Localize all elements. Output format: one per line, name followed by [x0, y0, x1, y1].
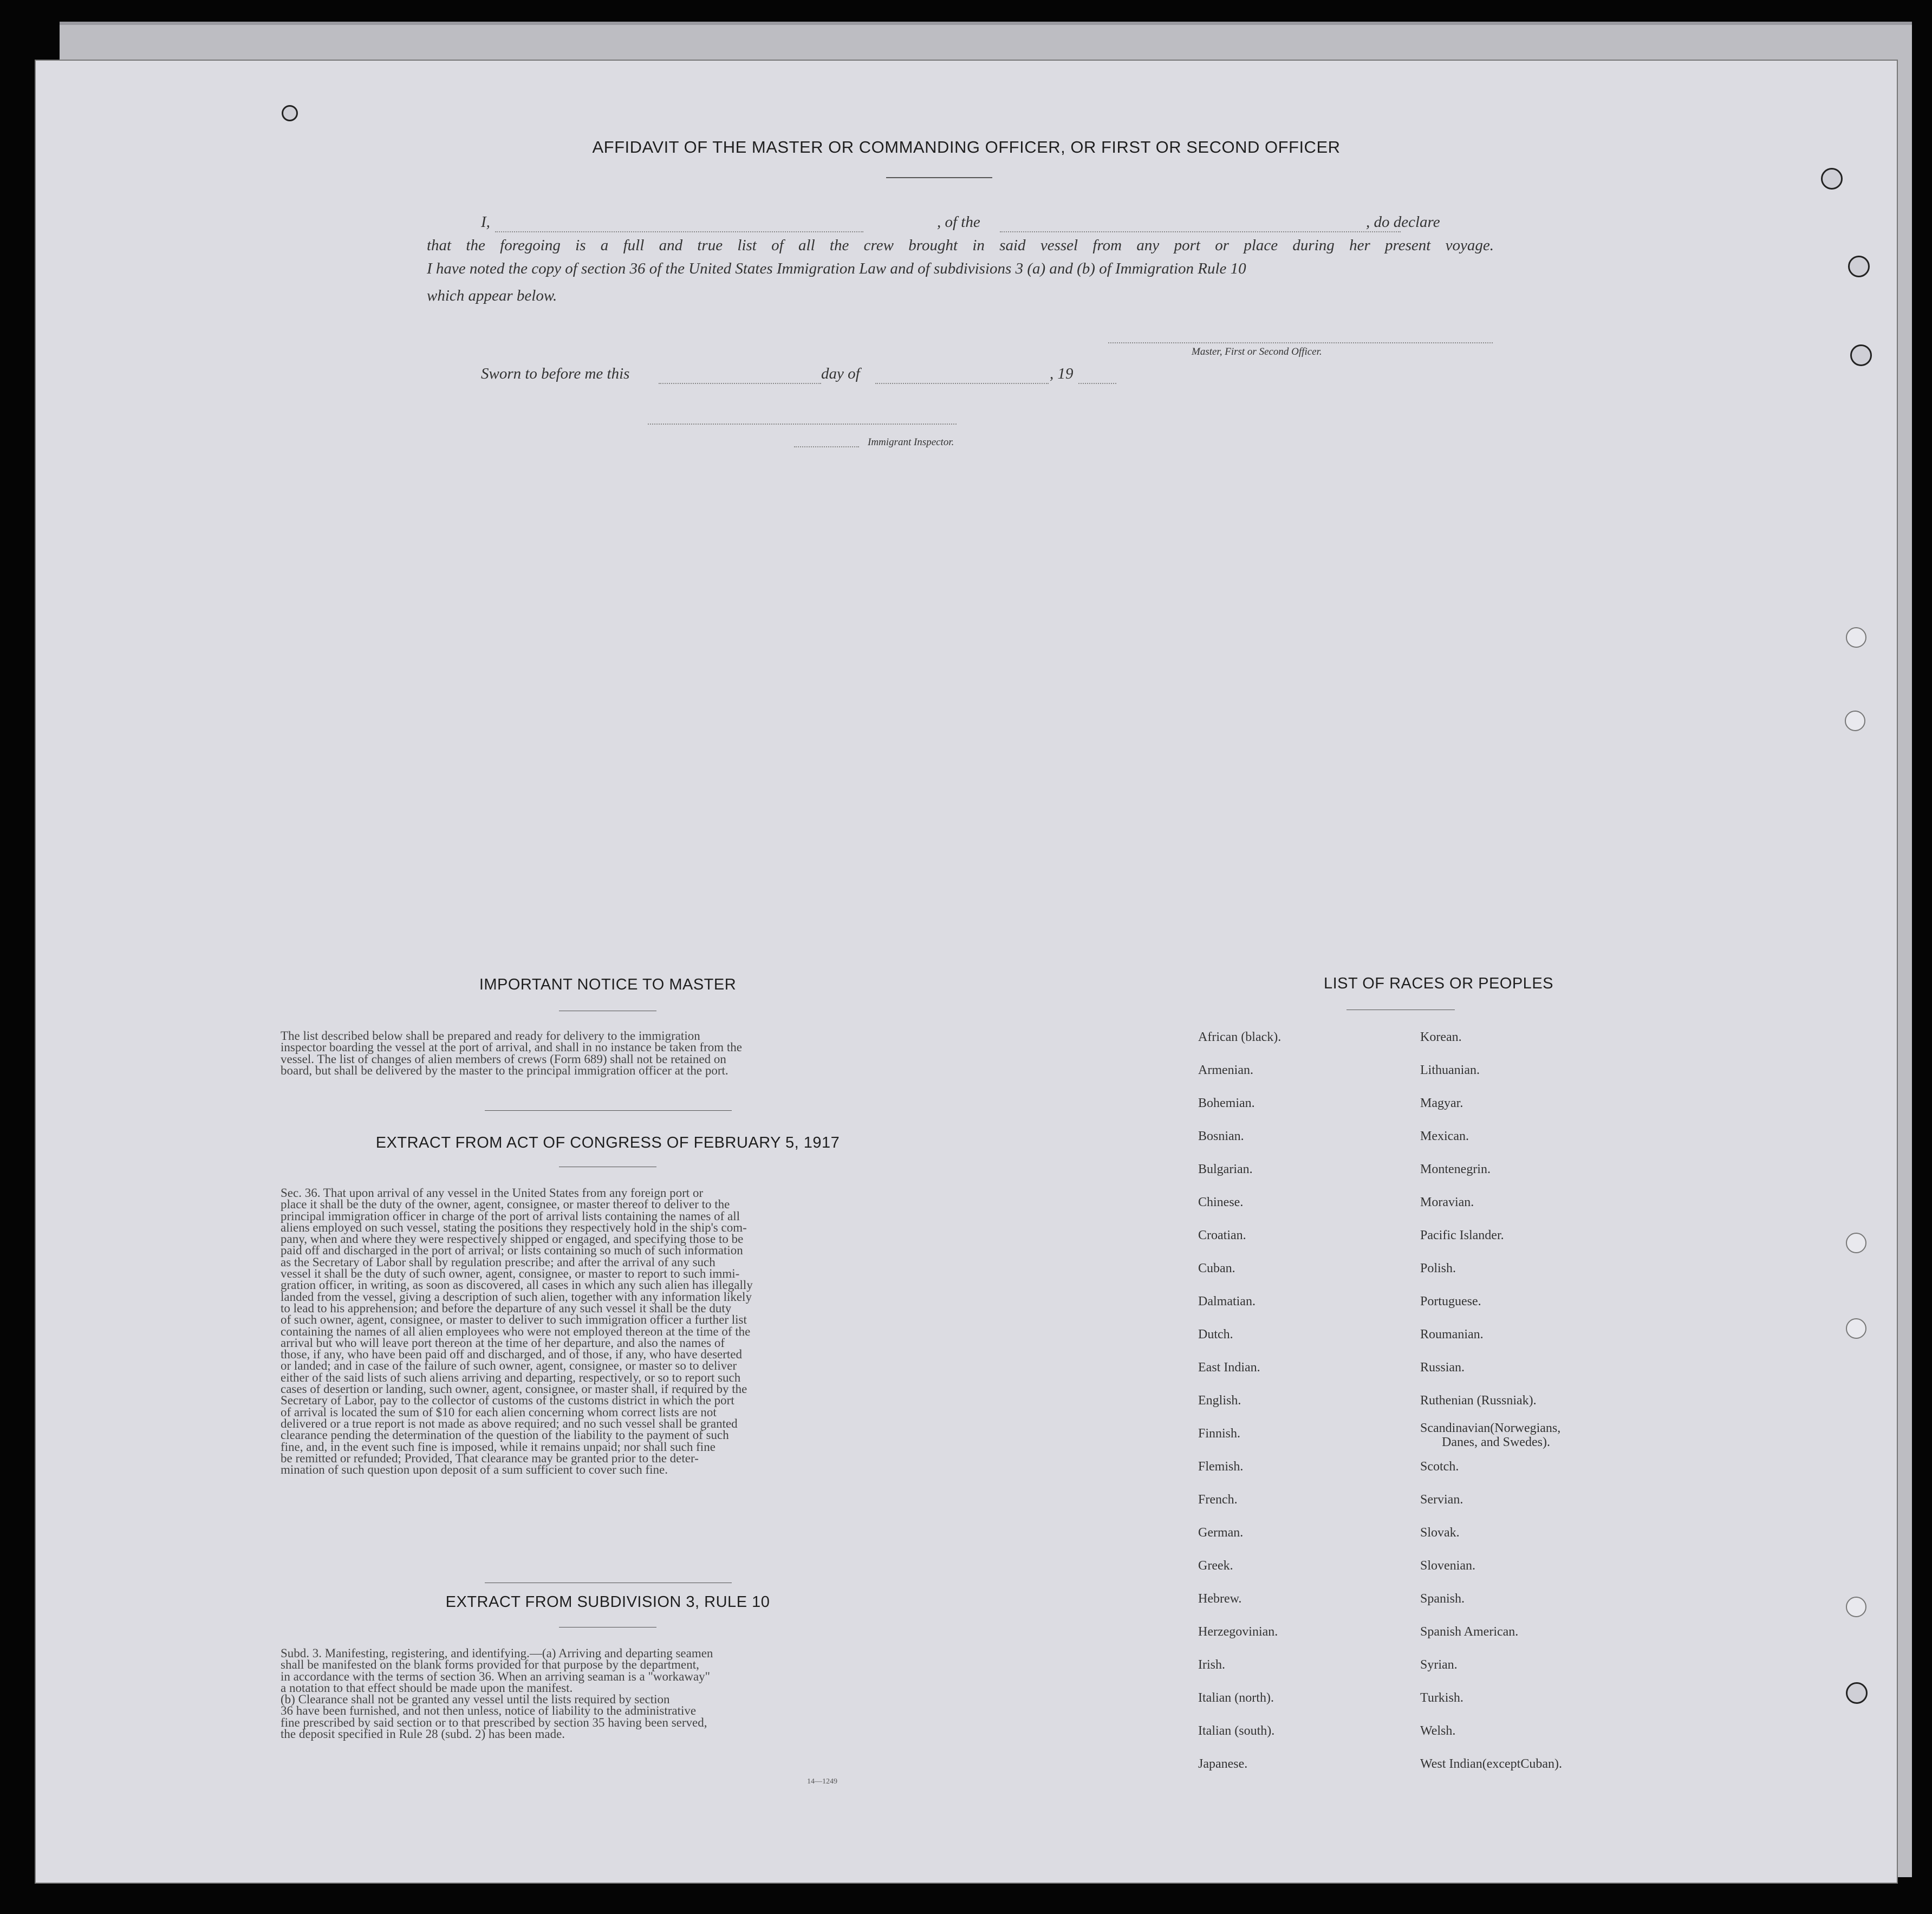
act-line: mination of such question upon deposit of a sum sufficient to cover such fine.	[281, 1463, 668, 1477]
declarant-name-field[interactable]	[495, 231, 863, 232]
race-item: Spanish.	[1420, 1592, 1465, 1606]
inspector-caption: Immigrant Inspector.	[868, 437, 954, 448]
race-item: Welsh.	[1420, 1724, 1456, 1738]
rule-extract-title: EXTRACT FROM SUBDIVISION 3, RULE 10	[445, 1593, 770, 1611]
race-item: Magyar.	[1420, 1096, 1463, 1110]
binder-hole-icon	[1845, 711, 1865, 731]
race-item: Scandinavian(Norwegians,	[1420, 1421, 1561, 1435]
race-item: Mexican.	[1420, 1129, 1469, 1143]
race-item: Finnish.	[1198, 1427, 1241, 1441]
act-line: cases of desertion or landing, such owner, agent, consignee, or master shall, if required by the	[281, 1382, 747, 1396]
year-label: , 19	[1050, 365, 1074, 382]
rule-line: a notation to that effect should be made upon the manifest.	[281, 1681, 573, 1695]
act-line: of arrival is located the sum of $10 for each alien concerning whom correct lists are not	[281, 1405, 717, 1419]
act-line: fine, and, in the event such fine is imposed, while it remains unpaid; nor shall such fine	[281, 1440, 715, 1454]
sworn-day-field[interactable]	[659, 383, 821, 384]
binder-hole-icon	[1846, 627, 1866, 648]
act-extract-title: EXTRACT FROM ACT OF CONGRESS OF FEBRUARY 5, 1917	[375, 1134, 840, 1151]
race-item: Cuban.	[1198, 1261, 1235, 1275]
rule-line: Subd. 3. Manifesting, registering, and identifying.—(a) Arriving and departing seamen	[281, 1646, 713, 1660]
act-line: those, if any, who have been paid off and discharged, and of those, if any, who have deserted	[281, 1347, 743, 1362]
act-line: principal immigration officer in charge of the port of arrival lists containing the names of all	[281, 1209, 740, 1223]
race-item: Syrian.	[1420, 1658, 1458, 1672]
rule-line: in accordance with the terms of section 36. When an arriving seaman is a "workaway"	[281, 1669, 711, 1683]
race-item: Dutch.	[1198, 1327, 1233, 1342]
race-item: Armenian.	[1198, 1063, 1253, 1077]
race-item: Dalmatian.	[1198, 1294, 1256, 1308]
race-item: Polish.	[1420, 1261, 1456, 1275]
sworn-label: Sworn to before me this	[481, 365, 630, 382]
notice-title: IMPORTANT NOTICE TO MASTER	[479, 976, 737, 993]
binder-hole-icon	[1850, 344, 1872, 366]
section-rule	[485, 1110, 732, 1111]
sworn-year-field[interactable]	[1078, 383, 1116, 384]
race-item: Slovenian.	[1420, 1559, 1475, 1573]
notice-line: inspector boarding the vessel at the port of arrival, and shall in no instance be taken from the	[281, 1040, 743, 1054]
sworn-month-field[interactable]	[875, 383, 1049, 384]
master-signature-field[interactable]	[1108, 342, 1493, 343]
race-item: Croatian.	[1198, 1228, 1246, 1242]
race-item: Japanese.	[1198, 1757, 1248, 1771]
race-item: Ruthenian (Russniak).	[1420, 1394, 1537, 1408]
binder-hole-icon	[1846, 1682, 1868, 1704]
act-line: of such owner, agent, consignee, or master to deliver to such immigration officer a further list	[281, 1313, 747, 1327]
race-item: Slovak.	[1420, 1526, 1460, 1540]
race-item: Chinese.	[1198, 1195, 1244, 1209]
declarant-label: I,	[481, 213, 490, 231]
do-declare-label: , do declare	[1366, 213, 1440, 231]
act-line: vessel it shall be the duty of such owner, agent, consignee, or master to report to such immi-	[281, 1267, 740, 1281]
act-line: landed from the vessel, giving a description of such alien, together with any information likely	[281, 1290, 752, 1304]
race-item: Russian.	[1420, 1360, 1465, 1375]
rule-line: (b) Clearance shall not be granted any vessel until the lists required by section	[281, 1692, 670, 1707]
race-item: Herzegovinian.	[1198, 1625, 1278, 1639]
race-item: Portuguese.	[1420, 1294, 1481, 1308]
race-item: Hebrew.	[1198, 1592, 1242, 1606]
races-title: LIST OF RACES OR PEOPLES	[1323, 975, 1554, 992]
race-item: African (black).	[1198, 1030, 1282, 1044]
race-item: Bulgarian.	[1198, 1162, 1253, 1176]
race-item: Greek.	[1198, 1559, 1233, 1573]
race-item: Bohemian.	[1198, 1096, 1255, 1110]
race-item: Italian (south).	[1198, 1724, 1275, 1738]
binder-hole-icon	[1821, 168, 1843, 190]
race-item: Lithuanian.	[1420, 1063, 1480, 1077]
rule-line: fine prescribed by said section or to that prescribed by section 35 having been served,	[281, 1715, 707, 1729]
act-line: as the Secretary of Labor shall by regulation prescribe; and after the arrival of any such	[281, 1255, 715, 1269]
title-rule	[886, 177, 992, 178]
rule-line: 36 have been furnished, and not then unless, notice of liability to the administrative	[281, 1704, 697, 1718]
race-item: German.	[1198, 1526, 1244, 1540]
race-item: Servian.	[1420, 1493, 1463, 1507]
notice-line: vessel. The list of changes of alien members of crews (Form 689) shall not be retained on	[281, 1052, 726, 1066]
act-extract-text	[281, 1187, 940, 1475]
of-the-label: , of the	[937, 213, 980, 231]
act-line: Secretary of Labor, pay to the collector of customs of the customs district in which the port	[281, 1394, 734, 1408]
race-item: Roumanian.	[1420, 1327, 1484, 1342]
race-item: Italian (north).	[1198, 1691, 1274, 1705]
act-line: either of the said lists of such aliens arriving and departing, respectively, or so to report such	[281, 1370, 741, 1384]
binder-hole-icon	[1846, 1233, 1866, 1253]
rule-extract-text	[281, 1648, 940, 1740]
act-line: place it shall be the duty of the owner, agent, consignee, or master thereof to deliver to the	[281, 1197, 730, 1212]
notice-text	[281, 1030, 940, 1076]
declaration-line-4: which appear below.	[427, 287, 557, 304]
act-line: clearance pending the determination of the question of the liability to the payment of such	[281, 1428, 729, 1442]
act-line: pany, when and where they were respectively shipped or engaged, and specifying those to be	[281, 1232, 744, 1246]
declaration-line-2: that the foregoing is a full and true list of all the crew brought in said vessel from any port or place during her present voyage.	[427, 237, 1494, 254]
act-line: gration officer, in writing, as soon as discovered, all cases in which any such alien has illegally	[281, 1278, 753, 1292]
race-item: West Indian(exceptCuban).	[1420, 1757, 1562, 1771]
race-item: Moravian.	[1420, 1195, 1474, 1209]
rule-line: the deposit specified in Rule 28 (subd. 2) has been made.	[281, 1727, 565, 1741]
day-of-label: day of	[821, 365, 860, 382]
act-line: Sec. 36. That upon arrival of any vessel in the United States from any foreign port or	[281, 1186, 704, 1200]
race-item: Pacific Islander.	[1420, 1228, 1504, 1242]
declaration-line-3: I have noted the copy of section 36 of the United States Immigration Law and of subdivisions 3 (a) and (b) of Immigration Rule 10	[427, 260, 1246, 277]
race-item: Spanish American.	[1420, 1625, 1519, 1639]
inspector-caption-leader	[794, 446, 859, 447]
race-item: Montenegrin.	[1420, 1162, 1491, 1176]
race-item: Irish.	[1198, 1658, 1225, 1672]
race-item: Flemish.	[1198, 1460, 1244, 1474]
binder-hole-icon	[1848, 256, 1870, 277]
race-item: Bosnian.	[1198, 1129, 1244, 1143]
notice-line: The list described below shall be prepared and ready for delivery to the immigration	[281, 1029, 700, 1043]
notice-line: board, but shall be delivered by the master to the principal immigration officer at the port.	[281, 1063, 728, 1077]
race-item: Korean.	[1420, 1030, 1462, 1044]
race-item: Scotch.	[1420, 1460, 1459, 1474]
master-signature-caption: Master, First or Second Officer.	[1192, 346, 1322, 357]
act-line: aliens employed on such vessel, stating the positions they respectively hold in the ship's com-	[281, 1220, 747, 1234]
form-page	[36, 61, 1897, 1883]
race-item: French.	[1198, 1493, 1238, 1507]
race-item: Danes, and Swedes).	[1442, 1435, 1550, 1449]
act-line: paid off and discharged in the port of arrival; or lists containing so much of such information	[281, 1244, 743, 1258]
form-number: 14—1249	[807, 1778, 837, 1786]
race-item: Turkish.	[1420, 1691, 1463, 1705]
act-line: to lead to his apprehension; and before the departure of any such vessel it shall be the duty	[281, 1301, 732, 1315]
binder-hole-icon	[1846, 1318, 1866, 1339]
act-line: containing the names of all alien employees who were not employed thereon at the time of the	[281, 1324, 751, 1338]
act-line: or landed; and in case of the failure of such owner, agent, consignee, or master so to deliver	[281, 1359, 737, 1373]
binder-hole-icon	[1846, 1597, 1866, 1617]
race-item: English.	[1198, 1394, 1241, 1408]
act-line: arrival but who will leave port thereon at the time of her departure, and also the names of	[281, 1336, 725, 1350]
binder-hole-icon	[282, 105, 298, 121]
race-item: East Indian.	[1198, 1360, 1260, 1375]
act-line: be remitted or refunded; Provided, That clearance may be granted prior to the deter-	[281, 1451, 699, 1465]
act-line: delivered or a true report is not made as above required; and no such vessel shall be granted	[281, 1416, 738, 1430]
inspector-signature-field[interactable]	[648, 424, 957, 425]
rule-line: shall be manifested on the blank forms provided for that purpose by the department,	[281, 1658, 699, 1672]
affidavit-title: AFFIDAVIT OF THE MASTER OR COMMANDING OFFICER, OR FIRST OR SECOND OFFICER	[592, 138, 1341, 157]
vessel-name-field[interactable]	[1000, 231, 1401, 232]
